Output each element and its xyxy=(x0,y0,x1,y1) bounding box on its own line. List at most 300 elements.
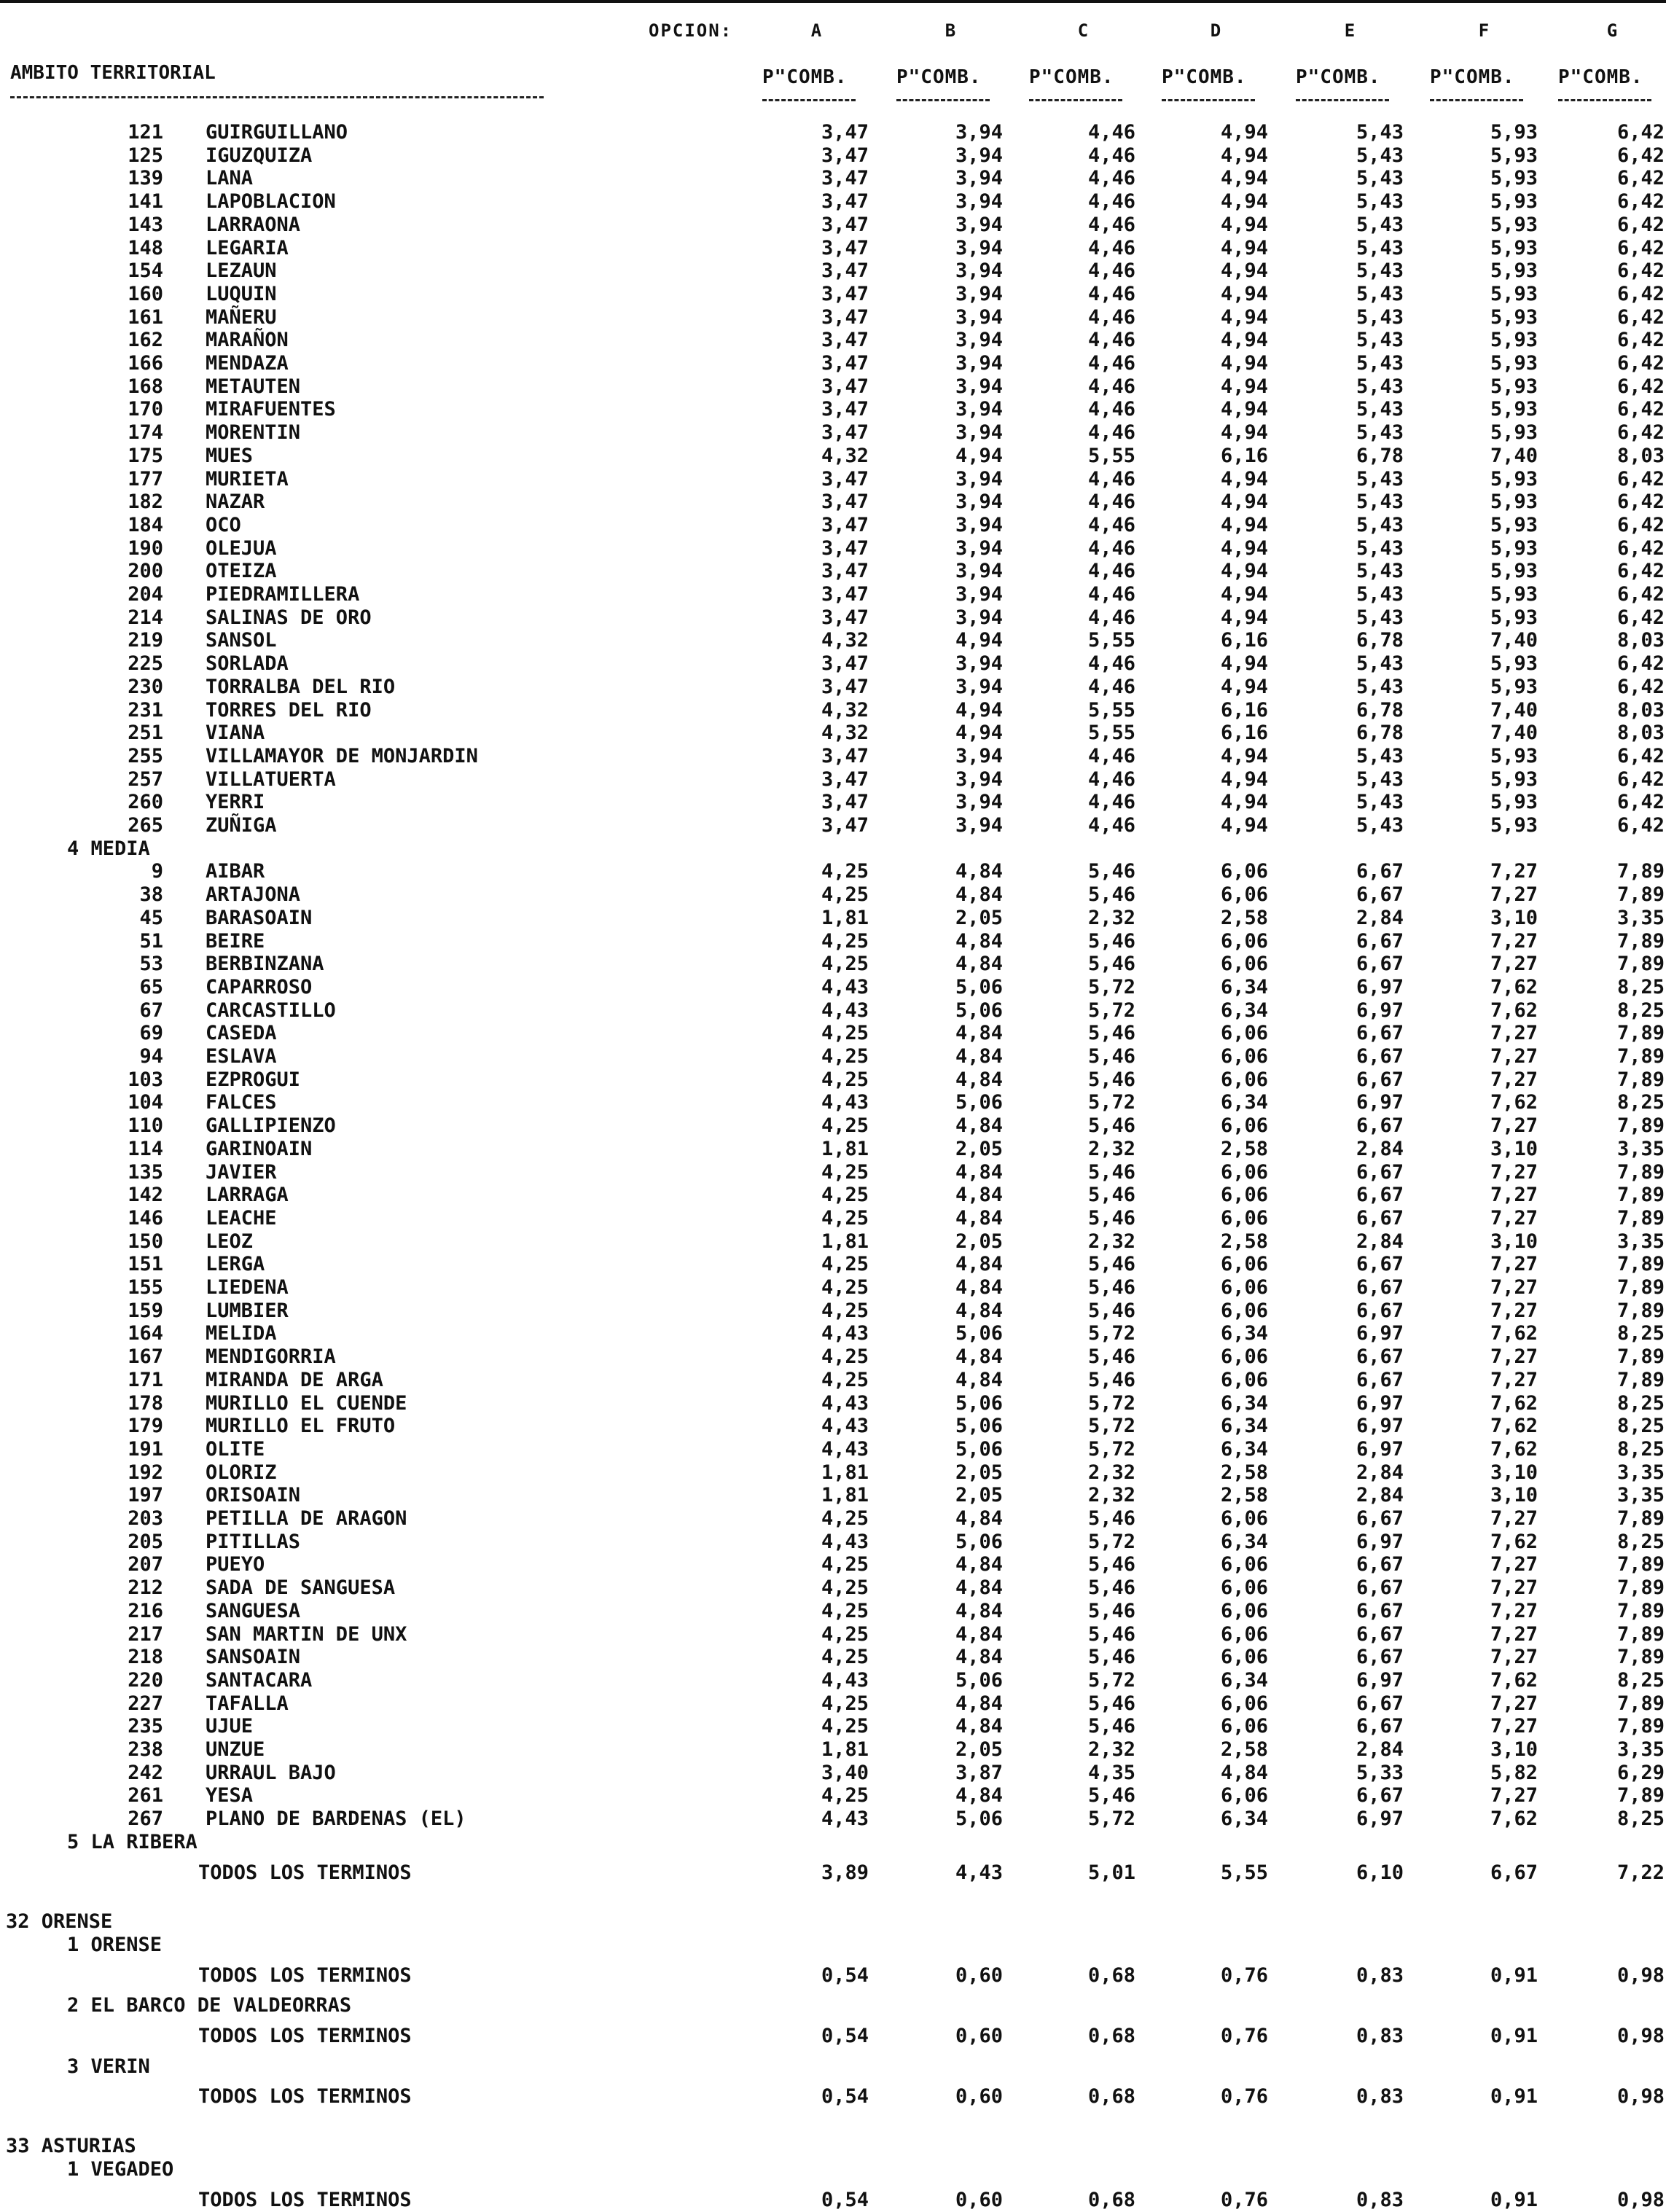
top-rule xyxy=(0,0,1666,3)
value-option-e: 6,67 xyxy=(1356,1184,1404,1207)
value-option-f: 5,93 xyxy=(1490,491,1538,514)
value-option-b: 4,84 xyxy=(955,1692,1003,1715)
value-option-d: 0,76 xyxy=(1220,2085,1268,2109)
value-option-e: 5,43 xyxy=(1356,236,1404,259)
value-option-a: 3,47 xyxy=(821,744,869,767)
value-option-g: 6,29 xyxy=(1616,1761,1665,1784)
value-option-f: 7,27 xyxy=(1490,1507,1538,1530)
municipality-name: OLORIZ xyxy=(206,1461,277,1484)
all-terms-label: TODOS LOS TERMINOS xyxy=(198,1963,412,1987)
value-option-a: 4,25 xyxy=(821,1299,869,1322)
value-option-a: 1,81 xyxy=(821,1461,869,1484)
municipality-code: 9 xyxy=(151,860,163,883)
value-option-e: 6,67 xyxy=(1356,1068,1404,1091)
municipality-name: NAZAR xyxy=(206,491,265,514)
value-option-d: 6,06 xyxy=(1220,1345,1268,1369)
value-option-e: 6,10 xyxy=(1356,1861,1404,1884)
value-option-d: 4,94 xyxy=(1220,190,1268,214)
municipality-code: 104 xyxy=(128,1091,163,1114)
option-letter-d: D xyxy=(1210,20,1223,41)
value-option-f: 5,93 xyxy=(1490,583,1538,606)
value-option-d: 6,34 xyxy=(1220,1091,1268,1114)
value-option-e: 6,67 xyxy=(1356,1576,1404,1600)
value-option-f: 7,27 xyxy=(1490,1068,1538,1091)
value-option-a: 4,32 xyxy=(821,722,869,745)
value-option-f: 7,27 xyxy=(1490,1646,1538,1669)
municipality-name: VIANA xyxy=(206,722,265,745)
municipality-code: 255 xyxy=(128,744,163,767)
value-option-a: 4,25 xyxy=(821,1345,869,1369)
value-option-c: 5,46 xyxy=(1087,1299,1135,1322)
value-option-c: 4,46 xyxy=(1087,375,1135,398)
value-option-e: 5,43 xyxy=(1356,305,1404,329)
value-option-d: 4,94 xyxy=(1220,305,1268,329)
value-option-e: 2,84 xyxy=(1356,1461,1404,1484)
value-option-e: 5,43 xyxy=(1356,814,1404,837)
zone-heading: 5 LA RIBERA xyxy=(67,1830,198,1853)
value-option-c: 5,46 xyxy=(1087,1715,1135,1738)
value-option-b: 4,84 xyxy=(955,1068,1003,1091)
value-option-c: 4,46 xyxy=(1087,536,1135,560)
value-option-c: 5,72 xyxy=(1087,1807,1135,1831)
municipality-name: OCO xyxy=(206,513,241,536)
value-option-f: 3,10 xyxy=(1490,1461,1538,1484)
value-option-e: 6,67 xyxy=(1356,1022,1404,1045)
value-option-c: 5,55 xyxy=(1087,444,1135,467)
value-option-c: 4,46 xyxy=(1087,467,1135,491)
value-option-f: 7,62 xyxy=(1490,975,1538,998)
municipality-name: CASEDA xyxy=(206,1022,277,1045)
value-option-c: 0,68 xyxy=(1087,2188,1135,2211)
value-option-d: 6,34 xyxy=(1220,1807,1268,1831)
value-option-b: 3,94 xyxy=(955,536,1003,560)
combo-underline-c xyxy=(1029,99,1122,101)
value-option-a: 4,25 xyxy=(821,1022,869,1045)
value-option-c: 5,72 xyxy=(1087,998,1135,1022)
value-option-a: 4,43 xyxy=(821,1668,869,1692)
combo-underline-f xyxy=(1430,99,1523,101)
value-option-d: 0,76 xyxy=(1220,2188,1268,2211)
value-option-d: 6,06 xyxy=(1220,953,1268,976)
value-option-e: 6,78 xyxy=(1356,698,1404,722)
value-option-a: 4,43 xyxy=(821,1437,869,1461)
municipality-code: 146 xyxy=(128,1206,163,1230)
value-option-a: 3,47 xyxy=(821,329,869,352)
municipality-name: VILLATUERTA xyxy=(206,767,336,791)
option-letter-b: B xyxy=(945,20,958,41)
value-option-b: 3,94 xyxy=(955,398,1003,421)
value-option-a: 3,47 xyxy=(821,259,869,283)
value-option-d: 6,06 xyxy=(1220,1253,1268,1276)
value-option-f: 5,93 xyxy=(1490,421,1538,445)
value-option-g: 0,98 xyxy=(1616,2025,1665,2047)
value-option-b: 3,94 xyxy=(955,305,1003,329)
value-option-e: 0,83 xyxy=(1356,2188,1404,2211)
value-option-a: 3,47 xyxy=(821,398,869,421)
value-option-e: 6,67 xyxy=(1356,1622,1404,1646)
municipality-code: 204 xyxy=(128,583,163,606)
value-option-c: 5,72 xyxy=(1087,1530,1135,1553)
value-option-e: 5,43 xyxy=(1356,213,1404,236)
value-option-d: 6,34 xyxy=(1220,1668,1268,1692)
option-letter-c: C xyxy=(1077,20,1090,41)
value-option-d: 4,84 xyxy=(1220,1761,1268,1784)
value-option-f: 7,40 xyxy=(1490,722,1538,745)
value-option-e: 5,43 xyxy=(1356,421,1404,445)
value-option-f: 7,40 xyxy=(1490,629,1538,652)
value-option-g: 8,25 xyxy=(1616,1668,1665,1692)
municipality-code: 265 xyxy=(128,814,163,837)
value-option-f: 7,62 xyxy=(1490,1807,1538,1831)
value-option-g: 6,42 xyxy=(1616,467,1665,491)
value-option-c: 4,46 xyxy=(1087,329,1135,352)
value-option-a: 3,47 xyxy=(821,467,869,491)
value-option-b: 5,06 xyxy=(955,1530,1003,1553)
value-option-b: 3,94 xyxy=(955,236,1003,259)
value-option-g: 7,89 xyxy=(1616,1276,1665,1299)
value-option-a: 4,25 xyxy=(821,1160,869,1184)
value-option-d: 4,94 xyxy=(1220,167,1268,190)
value-option-b: 5,06 xyxy=(955,975,1003,998)
value-option-g: 6,42 xyxy=(1616,213,1665,236)
value-option-a: 4,25 xyxy=(821,1646,869,1669)
value-option-b: 5,06 xyxy=(955,1668,1003,1692)
value-option-f: 0,91 xyxy=(1490,2085,1538,2109)
value-option-d: 4,94 xyxy=(1220,144,1268,167)
value-option-c: 4,46 xyxy=(1087,767,1135,791)
value-option-d: 5,55 xyxy=(1220,1861,1268,1884)
value-option-b: 4,84 xyxy=(955,1206,1003,1230)
value-option-g: 7,89 xyxy=(1616,1622,1665,1646)
value-option-b: 5,06 xyxy=(955,1437,1003,1461)
municipality-name: OLITE xyxy=(206,1437,265,1461)
municipality-code: 38 xyxy=(139,883,163,907)
value-option-f: 7,27 xyxy=(1490,1045,1538,1068)
value-option-e: 6,97 xyxy=(1356,1322,1404,1345)
value-option-c: 4,46 xyxy=(1087,814,1135,837)
value-option-c: 5,46 xyxy=(1087,1253,1135,1276)
municipality-code: 261 xyxy=(128,1784,163,1807)
value-option-d: 6,06 xyxy=(1220,1507,1268,1530)
value-option-g: 6,42 xyxy=(1616,513,1665,536)
value-option-g: 7,89 xyxy=(1616,1784,1665,1807)
value-option-a: 4,25 xyxy=(821,1184,869,1207)
value-option-f: 7,27 xyxy=(1490,1715,1538,1738)
value-option-c: 4,46 xyxy=(1087,491,1135,514)
value-option-g: 6,42 xyxy=(1616,421,1665,445)
municipality-name: LARRAGA xyxy=(206,1184,289,1207)
value-option-b: 3,94 xyxy=(955,144,1003,167)
value-option-d: 6,16 xyxy=(1220,722,1268,745)
value-option-d: 6,06 xyxy=(1220,1692,1268,1715)
combo-header-b: P"COMB. xyxy=(896,66,982,88)
value-option-d: 4,94 xyxy=(1220,791,1268,814)
value-option-f: 7,62 xyxy=(1490,1415,1538,1438)
value-option-a: 3,47 xyxy=(821,767,869,791)
value-option-g: 3,35 xyxy=(1616,1230,1665,1253)
value-option-g: 7,22 xyxy=(1616,1861,1665,1884)
municipality-code: 251 xyxy=(128,722,163,745)
value-option-e: 6,78 xyxy=(1356,722,1404,745)
municipality-name: URRAUL BAJO xyxy=(206,1761,336,1784)
combo-underline-g xyxy=(1558,99,1651,101)
municipality-name: UJUE xyxy=(206,1715,254,1738)
value-option-f: 7,27 xyxy=(1490,1022,1538,1045)
value-option-a: 3,89 xyxy=(821,1861,869,1884)
value-option-f: 0,91 xyxy=(1490,2025,1538,2047)
value-option-f: 7,62 xyxy=(1490,1322,1538,1345)
municipality-name: MORENTIN xyxy=(206,421,301,445)
value-option-b: 3,94 xyxy=(955,213,1003,236)
value-option-b: 5,06 xyxy=(955,1415,1003,1438)
municipality-code: 51 xyxy=(139,929,163,953)
value-option-c: 4,46 xyxy=(1087,652,1135,676)
municipality-name: BEIRE xyxy=(206,929,265,953)
value-option-b: 2,05 xyxy=(955,1137,1003,1160)
value-option-f: 7,27 xyxy=(1490,929,1538,953)
value-option-e: 5,43 xyxy=(1356,282,1404,305)
value-option-d: 6,06 xyxy=(1220,1646,1268,1669)
value-option-b: 4,84 xyxy=(955,1576,1003,1600)
value-option-g: 6,42 xyxy=(1616,167,1665,190)
value-option-c: 5,46 xyxy=(1087,1646,1135,1669)
value-option-f: 3,10 xyxy=(1490,1230,1538,1253)
municipality-code: 94 xyxy=(139,1045,163,1068)
municipality-name: SANSOAIN xyxy=(206,1646,301,1669)
municipality-name: BERBINZANA xyxy=(206,953,324,976)
value-option-g: 8,25 xyxy=(1616,1091,1665,1114)
value-option-e: 5,43 xyxy=(1356,560,1404,583)
municipality-name: MENDAZA xyxy=(206,352,289,375)
value-option-e: 6,67 xyxy=(1356,1784,1404,1807)
value-option-e: 6,67 xyxy=(1356,1276,1404,1299)
value-option-g: 7,89 xyxy=(1616,929,1665,953)
value-option-g: 7,89 xyxy=(1616,1507,1665,1530)
municipality-name: ESLAVA xyxy=(206,1045,277,1068)
value-option-d: 2,58 xyxy=(1220,906,1268,929)
value-option-d: 4,94 xyxy=(1220,467,1268,491)
value-option-c: 2,32 xyxy=(1087,1137,1135,1160)
value-option-c: 5,46 xyxy=(1087,1576,1135,1600)
municipality-name: SANTACARA xyxy=(206,1668,313,1692)
municipality-code: 170 xyxy=(128,398,163,421)
value-option-b: 2,05 xyxy=(955,1484,1003,1507)
value-option-c: 4,46 xyxy=(1087,144,1135,167)
value-option-e: 5,43 xyxy=(1356,744,1404,767)
value-option-e: 5,43 xyxy=(1356,121,1404,144)
municipality-name: SANGUESA xyxy=(206,1599,301,1622)
option-letter-g: G xyxy=(1606,20,1619,41)
value-option-e: 6,78 xyxy=(1356,444,1404,467)
value-option-b: 4,94 xyxy=(955,722,1003,745)
municipality-code: 260 xyxy=(128,791,163,814)
value-option-e: 6,67 xyxy=(1356,1507,1404,1530)
combo-header-e: P"COMB. xyxy=(1296,66,1381,88)
value-option-c: 2,32 xyxy=(1087,1484,1135,1507)
value-option-f: 7,27 xyxy=(1490,1576,1538,1600)
value-option-c: 5,46 xyxy=(1087,1368,1135,1391)
value-option-e: 6,67 xyxy=(1356,1160,1404,1184)
municipality-name: OTEIZA xyxy=(206,560,277,583)
value-option-a: 4,43 xyxy=(821,1415,869,1438)
municipality-code: 69 xyxy=(139,1022,163,1045)
value-option-c: 4,46 xyxy=(1087,305,1135,329)
value-option-a: 0,54 xyxy=(821,1963,869,1987)
municipality-name: MUES xyxy=(206,444,254,467)
value-option-g: 6,42 xyxy=(1616,675,1665,698)
value-option-b: 0,60 xyxy=(955,2188,1003,2211)
value-option-d: 6,34 xyxy=(1220,1415,1268,1438)
value-option-c: 4,46 xyxy=(1087,259,1135,283)
value-option-d: 4,94 xyxy=(1220,398,1268,421)
value-option-e: 6,97 xyxy=(1356,1668,1404,1692)
value-option-g: 7,89 xyxy=(1616,1599,1665,1622)
municipality-name: YERRI xyxy=(206,791,265,814)
value-option-a: 4,25 xyxy=(821,1576,869,1600)
value-option-d: 4,94 xyxy=(1220,675,1268,698)
value-option-a: 3,47 xyxy=(821,814,869,837)
value-option-a: 4,25 xyxy=(821,883,869,907)
municipality-code: 143 xyxy=(128,213,163,236)
value-option-a: 4,25 xyxy=(821,1045,869,1068)
value-option-d: 4,94 xyxy=(1220,121,1268,144)
value-option-f: 7,27 xyxy=(1490,883,1538,907)
value-option-b: 5,06 xyxy=(955,998,1003,1022)
value-option-b: 3,94 xyxy=(955,375,1003,398)
value-option-c: 5,72 xyxy=(1087,1391,1135,1415)
value-option-f: 5,93 xyxy=(1490,744,1538,767)
value-option-f: 5,93 xyxy=(1490,282,1538,305)
value-option-f: 0,91 xyxy=(1490,1963,1538,1987)
municipality-name: LUMBIER xyxy=(206,1299,289,1322)
opcion-label: OPCION: xyxy=(649,20,733,41)
value-option-d: 6,34 xyxy=(1220,975,1268,998)
value-option-a: 4,43 xyxy=(821,1391,869,1415)
value-option-f: 7,62 xyxy=(1490,1437,1538,1461)
value-option-g: 6,42 xyxy=(1616,398,1665,421)
municipality-code: 257 xyxy=(128,767,163,791)
option-letter-f: F xyxy=(1478,20,1491,41)
value-option-c: 4,46 xyxy=(1087,744,1135,767)
value-option-b: 2,05 xyxy=(955,1461,1003,1484)
value-option-g: 7,89 xyxy=(1616,1368,1665,1391)
value-option-d: 6,06 xyxy=(1220,1368,1268,1391)
value-option-f: 5,93 xyxy=(1490,513,1538,536)
municipality-code: 219 xyxy=(128,629,163,652)
municipality-code: 190 xyxy=(128,536,163,560)
value-option-d: 4,94 xyxy=(1220,767,1268,791)
value-option-b: 3,94 xyxy=(955,352,1003,375)
zone-heading: 1 VEGADEO xyxy=(67,2157,174,2181)
value-option-c: 5,46 xyxy=(1087,883,1135,907)
value-option-c: 5,46 xyxy=(1087,1022,1135,1045)
municipality-code: 164 xyxy=(128,1322,163,1345)
value-option-e: 6,67 xyxy=(1356,1114,1404,1138)
value-option-g: 8,25 xyxy=(1616,1530,1665,1553)
value-option-a: 4,32 xyxy=(821,629,869,652)
value-option-d: 6,34 xyxy=(1220,1530,1268,1553)
value-option-d: 2,58 xyxy=(1220,1137,1268,1160)
value-option-b: 0,60 xyxy=(955,2025,1003,2047)
municipality-code: 103 xyxy=(128,1068,163,1091)
value-option-d: 6,06 xyxy=(1220,1715,1268,1738)
value-option-f: 5,93 xyxy=(1490,560,1538,583)
value-option-c: 0,68 xyxy=(1087,1963,1135,1987)
municipality-name: MENDIGORRIA xyxy=(206,1345,336,1369)
municipality-code: 125 xyxy=(128,144,163,167)
combo-underline-a xyxy=(762,99,856,101)
value-option-a: 0,54 xyxy=(821,2085,869,2109)
value-option-g: 6,42 xyxy=(1616,606,1665,629)
value-option-d: 4,94 xyxy=(1220,352,1268,375)
value-option-e: 6,67 xyxy=(1356,1045,1404,1068)
value-option-e: 2,84 xyxy=(1356,906,1404,929)
municipality-code: 235 xyxy=(128,1715,163,1738)
value-option-b: 4,94 xyxy=(955,698,1003,722)
value-option-d: 4,94 xyxy=(1220,560,1268,583)
value-option-a: 3,47 xyxy=(821,375,869,398)
value-option-d: 6,06 xyxy=(1220,1022,1268,1045)
value-option-d: 4,94 xyxy=(1220,583,1268,606)
municipality-code: 151 xyxy=(128,1253,163,1276)
value-option-f: 7,27 xyxy=(1490,1206,1538,1230)
value-option-e: 6,97 xyxy=(1356,1437,1404,1461)
value-option-f: 5,93 xyxy=(1490,236,1538,259)
value-option-c: 5,46 xyxy=(1087,1068,1135,1091)
value-option-e: 6,67 xyxy=(1356,1253,1404,1276)
municipality-name: MURILLO EL FRUTO xyxy=(206,1415,396,1438)
value-option-e: 6,67 xyxy=(1356,1345,1404,1369)
value-option-f: 7,27 xyxy=(1490,1345,1538,1369)
value-option-a: 4,25 xyxy=(821,860,869,883)
municipality-code: 141 xyxy=(128,190,163,214)
value-option-g: 0,98 xyxy=(1616,1963,1665,1987)
value-option-c: 4,46 xyxy=(1087,213,1135,236)
municipality-code: 191 xyxy=(128,1437,163,1461)
value-option-b: 4,84 xyxy=(955,1345,1003,1369)
value-option-e: 6,97 xyxy=(1356,1091,1404,1114)
municipality-name: IGUZQUIZA xyxy=(206,144,313,167)
value-option-f: 5,93 xyxy=(1490,329,1538,352)
value-option-a: 3,47 xyxy=(821,121,869,144)
value-option-a: 4,25 xyxy=(821,1206,869,1230)
value-option-e: 5,43 xyxy=(1356,190,1404,214)
value-option-a: 3,47 xyxy=(821,675,869,698)
value-option-b: 4,84 xyxy=(955,1715,1003,1738)
municipality-name: SORLADA xyxy=(206,652,289,676)
value-option-g: 8,25 xyxy=(1616,1807,1665,1831)
zone-heading: 2 EL BARCO DE VALDEORRAS xyxy=(67,1994,352,2017)
value-option-c: 4,46 xyxy=(1087,421,1135,445)
value-option-g: 7,89 xyxy=(1616,1160,1665,1184)
value-option-c: 5,46 xyxy=(1087,1622,1135,1646)
value-option-d: 2,58 xyxy=(1220,1484,1268,1507)
municipality-name: JAVIER xyxy=(206,1160,277,1184)
value-option-d: 6,06 xyxy=(1220,1553,1268,1576)
value-option-c: 4,46 xyxy=(1087,282,1135,305)
value-option-a: 4,25 xyxy=(821,1068,869,1091)
value-option-b: 2,05 xyxy=(955,906,1003,929)
value-option-a: 3,47 xyxy=(821,536,869,560)
value-option-e: 5,43 xyxy=(1356,513,1404,536)
value-option-a: 3,47 xyxy=(821,236,869,259)
value-option-b: 3,94 xyxy=(955,583,1003,606)
municipality-name: MARAÑON xyxy=(206,329,289,352)
value-option-a: 1,81 xyxy=(821,1137,869,1160)
value-option-d: 6,06 xyxy=(1220,929,1268,953)
value-option-g: 7,89 xyxy=(1616,1715,1665,1738)
municipality-code: 218 xyxy=(128,1646,163,1669)
